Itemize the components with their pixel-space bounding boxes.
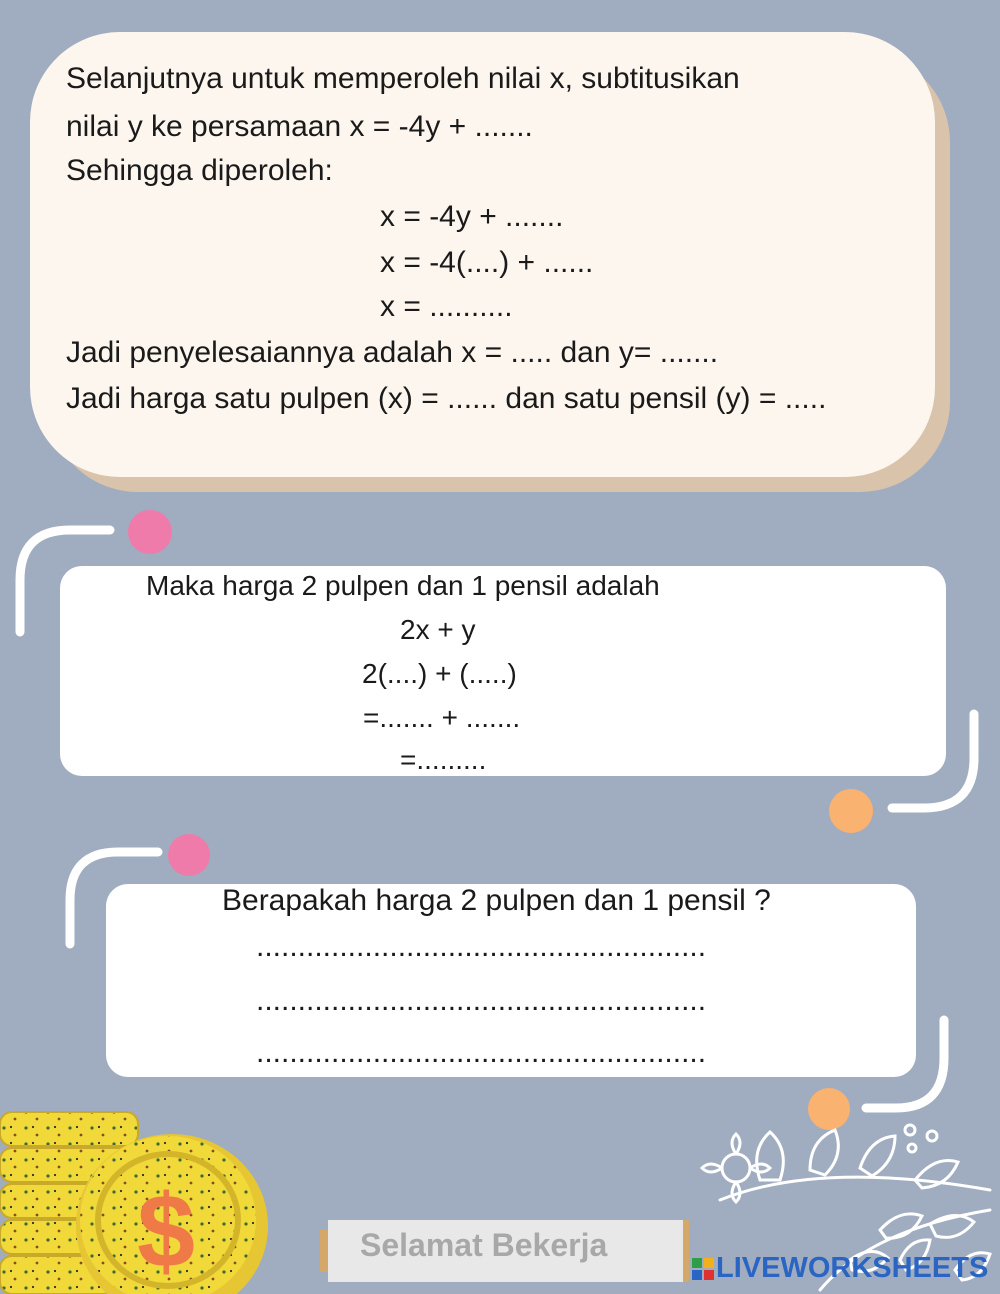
conclusion-line-1: Jadi penyelesaiannya adalah x = ..... dan y= ....... <box>66 336 719 369</box>
question-text: Berapakah harga 2 pulpen dan 1 pensil ? <box>222 884 771 917</box>
answer-line-3[interactable]: ...................................................... <box>256 1036 707 1069</box>
pink-dot-decoration-2 <box>168 834 210 876</box>
calculation-step-2: 2(....) + (.....) <box>362 658 517 689</box>
conclusion-line-2: Jadi harga satu pulpen (x) = ...... dan satu pensil (y) = ..... <box>66 382 827 415</box>
answer-line-1[interactable]: ...................................................... <box>256 930 707 963</box>
bracket-decoration-right <box>880 706 990 818</box>
instruction-line-1: Selanjutnya untuk memperoleh nilai x, subtitusikan <box>66 62 740 95</box>
equation-step-3: x = .......... <box>380 290 513 323</box>
calculation-step-3: =....... + ....... <box>363 702 521 733</box>
equation-step-2: x = -4(....) + ...... <box>380 246 594 279</box>
liveworksheets-logo-icon <box>692 1258 714 1280</box>
dollar-icon: $ <box>137 1174 195 1290</box>
pink-dot-decoration <box>128 510 172 554</box>
orange-dot-decoration <box>829 789 873 833</box>
answer-line-2[interactable]: ...................................................... <box>256 984 707 1017</box>
bracket-decoration-right-2 <box>856 1012 956 1118</box>
calculation-step-1: 2x + y <box>400 614 476 645</box>
liveworksheets-brand[interactable]: LIVEWORKSHEETS <box>716 1252 989 1284</box>
banner-text: Selamat Bekerja <box>360 1227 608 1263</box>
calculation-step-4: =......... <box>400 744 487 775</box>
equation-step-1: x = -4y + ....... <box>380 200 564 233</box>
calculation-heading: Maka harga 2 pulpen dan 1 pensil adalah <box>146 570 660 601</box>
instruction-line-3: Sehingga diperoleh: <box>66 154 333 187</box>
instruction-line-2: nilai y ke persamaan x = -4y + ....... <box>66 110 533 143</box>
